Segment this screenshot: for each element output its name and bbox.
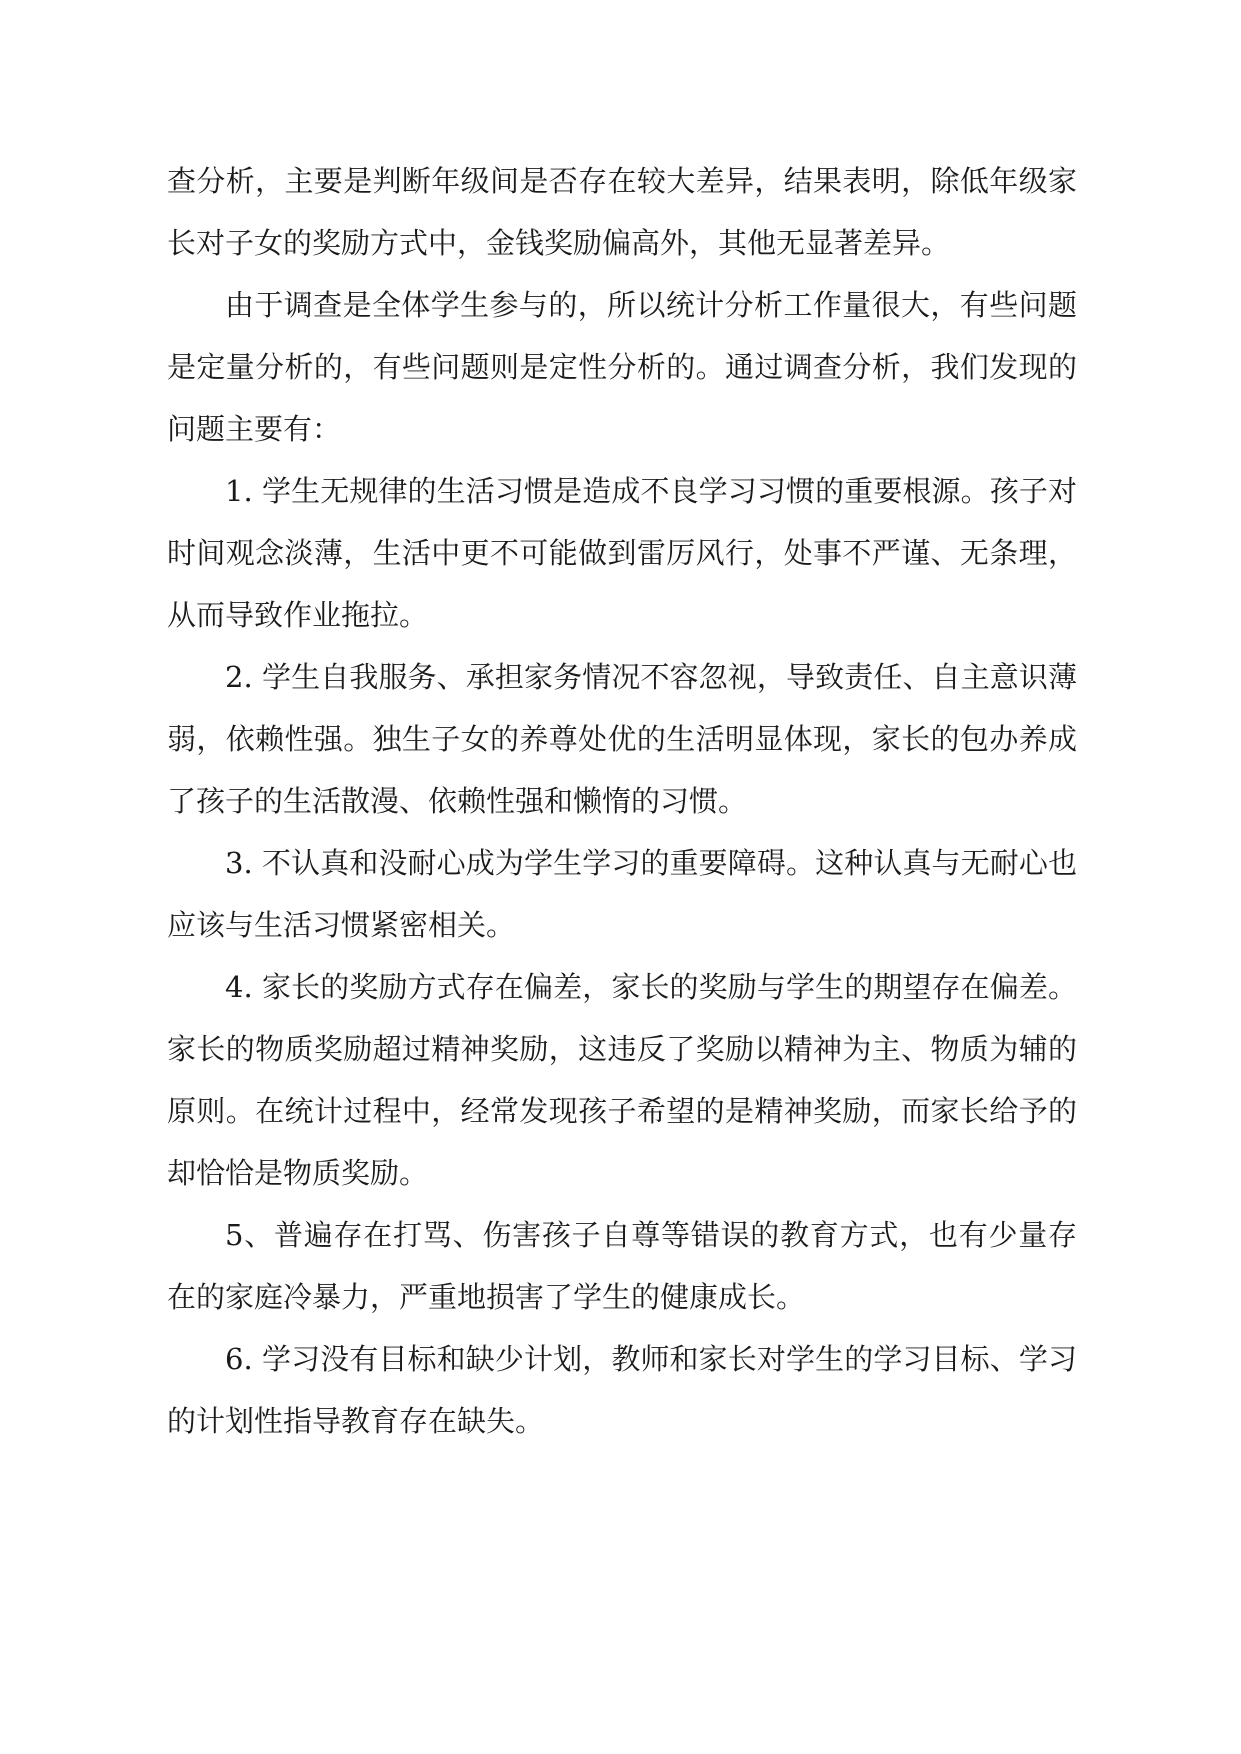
paragraph-item-3: 3. 不认真和没耐心成为学生学习的重要障碍。这种认真与无耐心也应该与生活习惯紧密相关。	[167, 846, 1077, 942]
paragraph-continuation: 查分析，主要是判断年级间是否存在较大差异，结果表明，除低年级家长对子女的奖励方式中，金钱奖励偏高外，其他无显著差异。	[167, 164, 1077, 260]
paragraph-item-4: 4. 家长的奖励方式存在偏差，家长的奖励与学生的期望存在偏差。家长的物质奖励超过精神奖励，这违反了奖励以精神为主、物质为辅的原则。在统计过程中，经常发现孩子希望的是精神奖励，而家长给予的却恰恰是物质奖励。	[167, 970, 1077, 1190]
paragraph-item-2: 2. 学生自我服务、承担家务情况不容忽视，导致责任、自主意识薄弱，依赖性强。独生子女的养尊处优的生活明显体现，家长的包办养成了孩子的生活散漫、依赖性强和懒惰的习惯。	[167, 660, 1077, 818]
document-body	[167, 150, 1077, 1452]
paragraph-item-1: 1. 学生无规律的生活习惯是造成不良学习习惯的重要根源。孩子对时间观念淡薄，生活中更不可能做到雷厉风行，处事不严谨、无条理，从而导致作业拖拉。	[167, 474, 1077, 632]
paragraph-item-5: 5、普遍存在打骂、伤害孩子自尊等错误的教育方式，也有少量存在的家庭冷暴力，严重地损害了学生的健康成长。	[167, 1218, 1077, 1314]
paragraph-item-6: 6. 学习没有目标和缺少计划，教师和家长对学生的学习目标、学习的计划性指导教育存在缺失。	[167, 1342, 1077, 1438]
paragraph-intro: 由于调查是全体学生参与的，所以统计分析工作量很大，有些问题是定量分析的，有些问题则是定性分析的。通过调查分析，我们发现的问题主要有：	[167, 288, 1077, 446]
